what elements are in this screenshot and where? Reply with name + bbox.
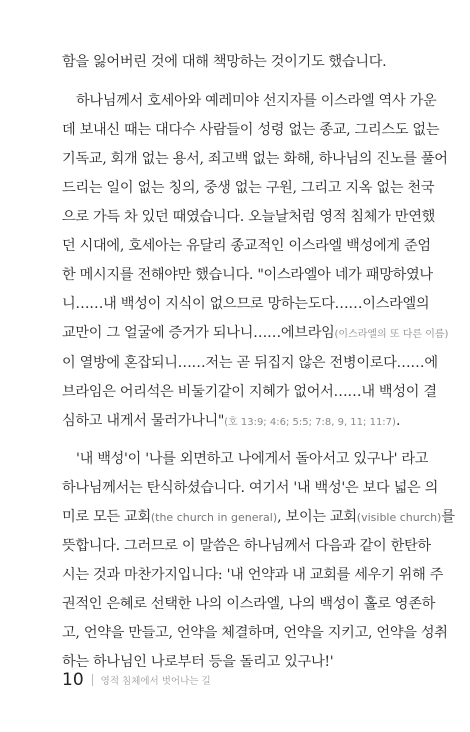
text-line: 데 보내신 때는 대다수 사람들이 성령 없는 종교, 그리스도 없는 (62, 122, 440, 138)
text-line (62, 407, 440, 437)
text-line: 니……내 백성이 지식이 없으므로 망하는도다……이스라엘의 (62, 296, 430, 312)
text-line: 하는 하나님인 나로부터 등을 돌리고 있구나!' (62, 654, 334, 670)
text-line: 던 시대에, 호세아는 유달리 종교적인 이스라엘 백성에게 준엄 (62, 238, 431, 254)
text-line: 기독교, 회개 없는 용서, 죄고백 없는 화해, 하나님의 진노를 풀어 (62, 151, 448, 167)
text-line: 고, 언약을 만들고, 언약을 체결하며, 언약을 지키고, 언약을 성취 (62, 625, 448, 641)
line-text: 를 (441, 509, 455, 525)
text-line: 시는 것과 마찬가지입니다: '내 언약과 내 교회를 세우기 위해 주 (62, 567, 444, 583)
text-line: 하나님께서 호세아와 예레미야 선지자를 이스라엘 역사 가운 (76, 93, 437, 109)
inline-note: (이스라엘의 또 다른 이름) (334, 329, 449, 340)
text-line: 하나님께서는 탄식하셨습니다. 여기서 '내 백성'은 보다 넓은 의 (62, 480, 439, 496)
page-footer (62, 670, 211, 690)
text-line: 뜻합니다. 그러므로 이 말씀은 하나님께서 다음과 같이 한탄하 (62, 538, 431, 554)
footer-divider (92, 674, 93, 686)
running-title: 영적 침체에서 벗어나는 길 (100, 676, 211, 687)
term-church: 교회 (124, 509, 151, 525)
line-text: 미로 모든 (62, 509, 125, 525)
text-line: 드리는 일이 없는 칭의, 중생 없는 구원, 그리고 지옥 없는 천국 (62, 180, 435, 196)
line-text: 교만이 그 얼굴에 증거가 되나니……에브라임 (62, 325, 335, 341)
page-number: 10 (62, 670, 84, 690)
paragraph-2 (62, 87, 449, 437)
paragraph-1 (62, 48, 440, 77)
text-line: 한 메시지를 전해야만 했습니다. "이스라엘아 네가 패망하였나 (62, 267, 433, 283)
text-line: 이 열방에 혼잡되니……저는 곧 뒤집지 않은 전병이로다……에 (62, 355, 438, 371)
text-line: 브라임은 어리석은 비둘기같이 지혜가 없어서……내 백성이 결 (62, 384, 437, 400)
english-gloss: (visible church) (356, 511, 442, 524)
term-church: 교회 (329, 509, 357, 525)
english-gloss: (the church in general) (150, 511, 278, 524)
text-line: 권적인 은혜로 선택한 나의 이스라엘, 나의 백성이 홀로 영존하 (62, 596, 436, 612)
text-line: 함을 잃어버린 것에 대해 책망하는 것이기도 했습니다. (62, 54, 387, 70)
line-text: 심하고 내게서 물러가나니" (62, 413, 225, 429)
text-line: '내 백성'이 '나를 외면하고 나에게서 돌아서고 있구나' 라고 (76, 451, 429, 467)
text-line (62, 319, 449, 349)
line-text: , 보이는 (277, 509, 330, 525)
text-line (62, 503, 455, 532)
scripture-reference: (호 13:9; 4:6; 5:5; 7:8, 9, 11; 11:7) (224, 417, 396, 428)
paragraph-3 (62, 445, 455, 677)
line-end: . (395, 413, 401, 429)
text-line: 으로 가득 차 있던 때였습니다. 오늘날처럼 영적 침체가 만연했 (62, 209, 436, 225)
